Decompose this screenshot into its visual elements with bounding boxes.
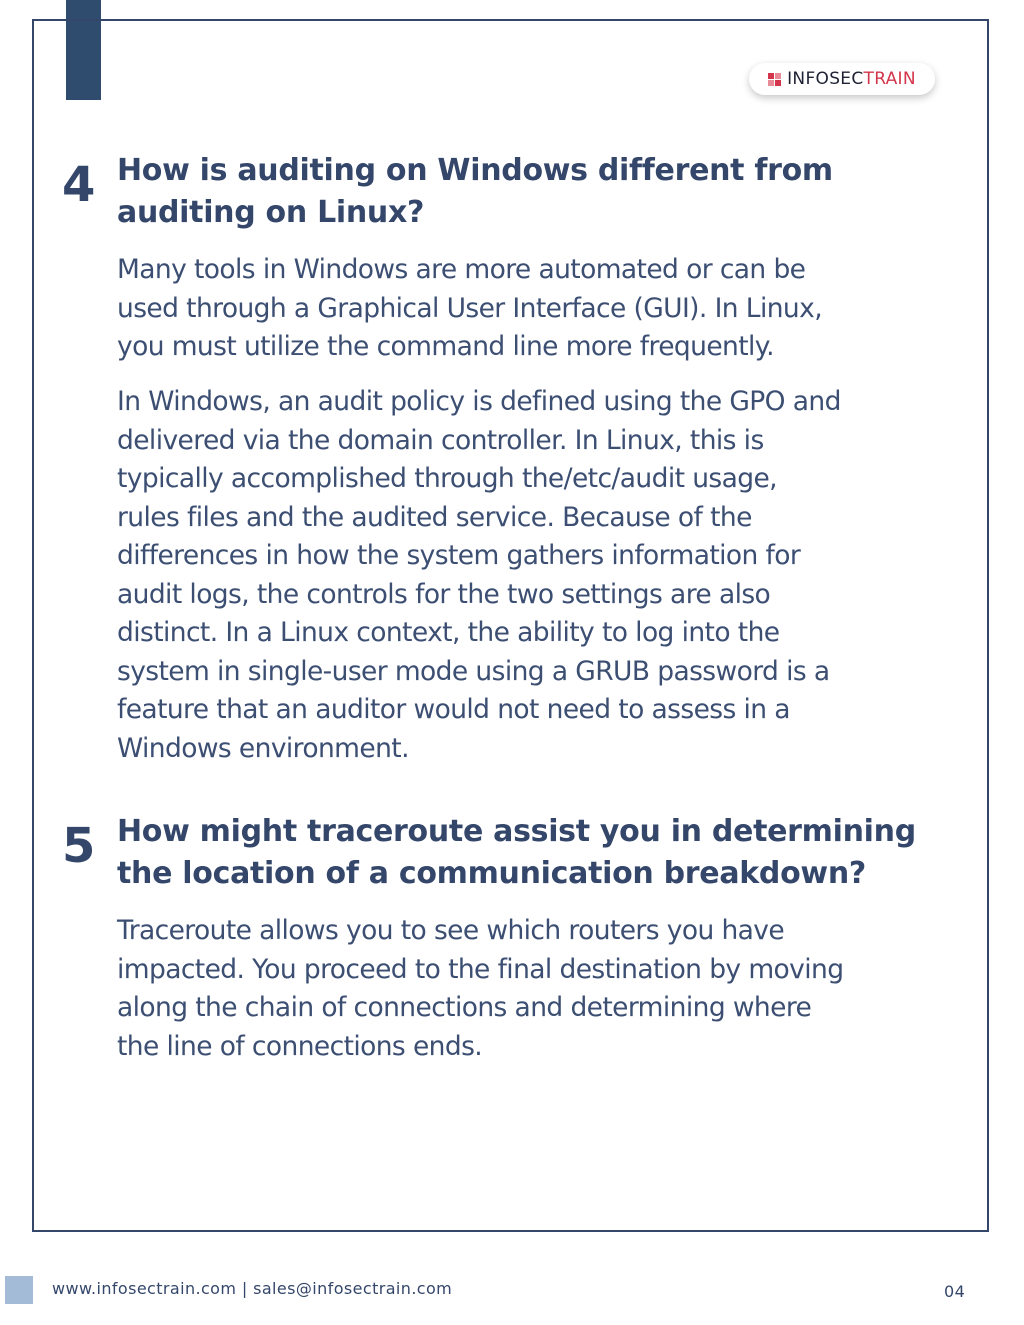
paragraph-line: used through a Graphical User Interface (GUI). In Linux, — [117, 292, 823, 324]
logo-mark-icon — [768, 73, 781, 86]
question-title-line: How might traceroute assist you in determining — [117, 814, 916, 849]
answer-paragraph — [117, 912, 947, 1066]
paragraph-line: Many tools in Windows are more automated or can be — [117, 254, 806, 285]
paragraph-line: along the chain of connections and determining where — [117, 992, 812, 1023]
answer-paragraph — [117, 251, 947, 367]
paragraph-line: In Windows, an audit policy is defined using the GPO and — [117, 386, 841, 417]
footer-contact: www.infosectrain.com | sales@infosectrain.com — [52, 1279, 453, 1298]
paragraph-line: feature that an auditor would not need to assess in a — [117, 694, 790, 725]
paragraph-line: rules files and the audited service. Because of the — [117, 501, 752, 533]
question-title — [117, 811, 957, 895]
paragraph-line: the line of connections ends. — [117, 1030, 483, 1062]
paragraph-line: distinct. In a Linux context, the ability to log into the — [117, 617, 780, 648]
question-title — [117, 150, 957, 234]
answer-paragraph — [117, 383, 947, 768]
paragraph-line: Traceroute allows you to see which routers you have — [117, 915, 785, 946]
paragraph-line: system in single-user mode using a GRUB password is a — [117, 655, 830, 687]
paragraph-line: typically accomplished through the/etc/audit usage, — [117, 463, 777, 494]
paragraph-line: audit logs, the controls for the two settings are also — [117, 578, 771, 610]
page-number: 04 — [944, 1282, 966, 1301]
footer-square — [5, 1276, 33, 1304]
question-title-line: the location of a communication breakdown? — [117, 856, 866, 891]
question-number: 4 — [62, 157, 96, 213]
question-title-line: How is auditing on Windows different from — [117, 153, 833, 188]
paragraph-line: Windows environment. — [117, 732, 409, 764]
infosectrain-logo — [749, 63, 935, 95]
logo-wordmark — [787, 68, 916, 89]
question-number: 5 — [62, 818, 96, 874]
paragraph-line: differences in how the system gathers information for — [117, 540, 801, 571]
paragraph-line: delivered via the domain controller. In Linux, this is — [117, 424, 764, 456]
logo-text-primary: INFOSEC — [787, 68, 864, 89]
question-title-line: auditing on Linux? — [117, 195, 425, 230]
paragraph-line: you must utilize the command line more frequently. — [117, 331, 774, 362]
logo-text-accent: TRAIN — [863, 68, 916, 89]
paragraph-line: impacted. You proceed to the final destination by moving — [117, 953, 844, 985]
